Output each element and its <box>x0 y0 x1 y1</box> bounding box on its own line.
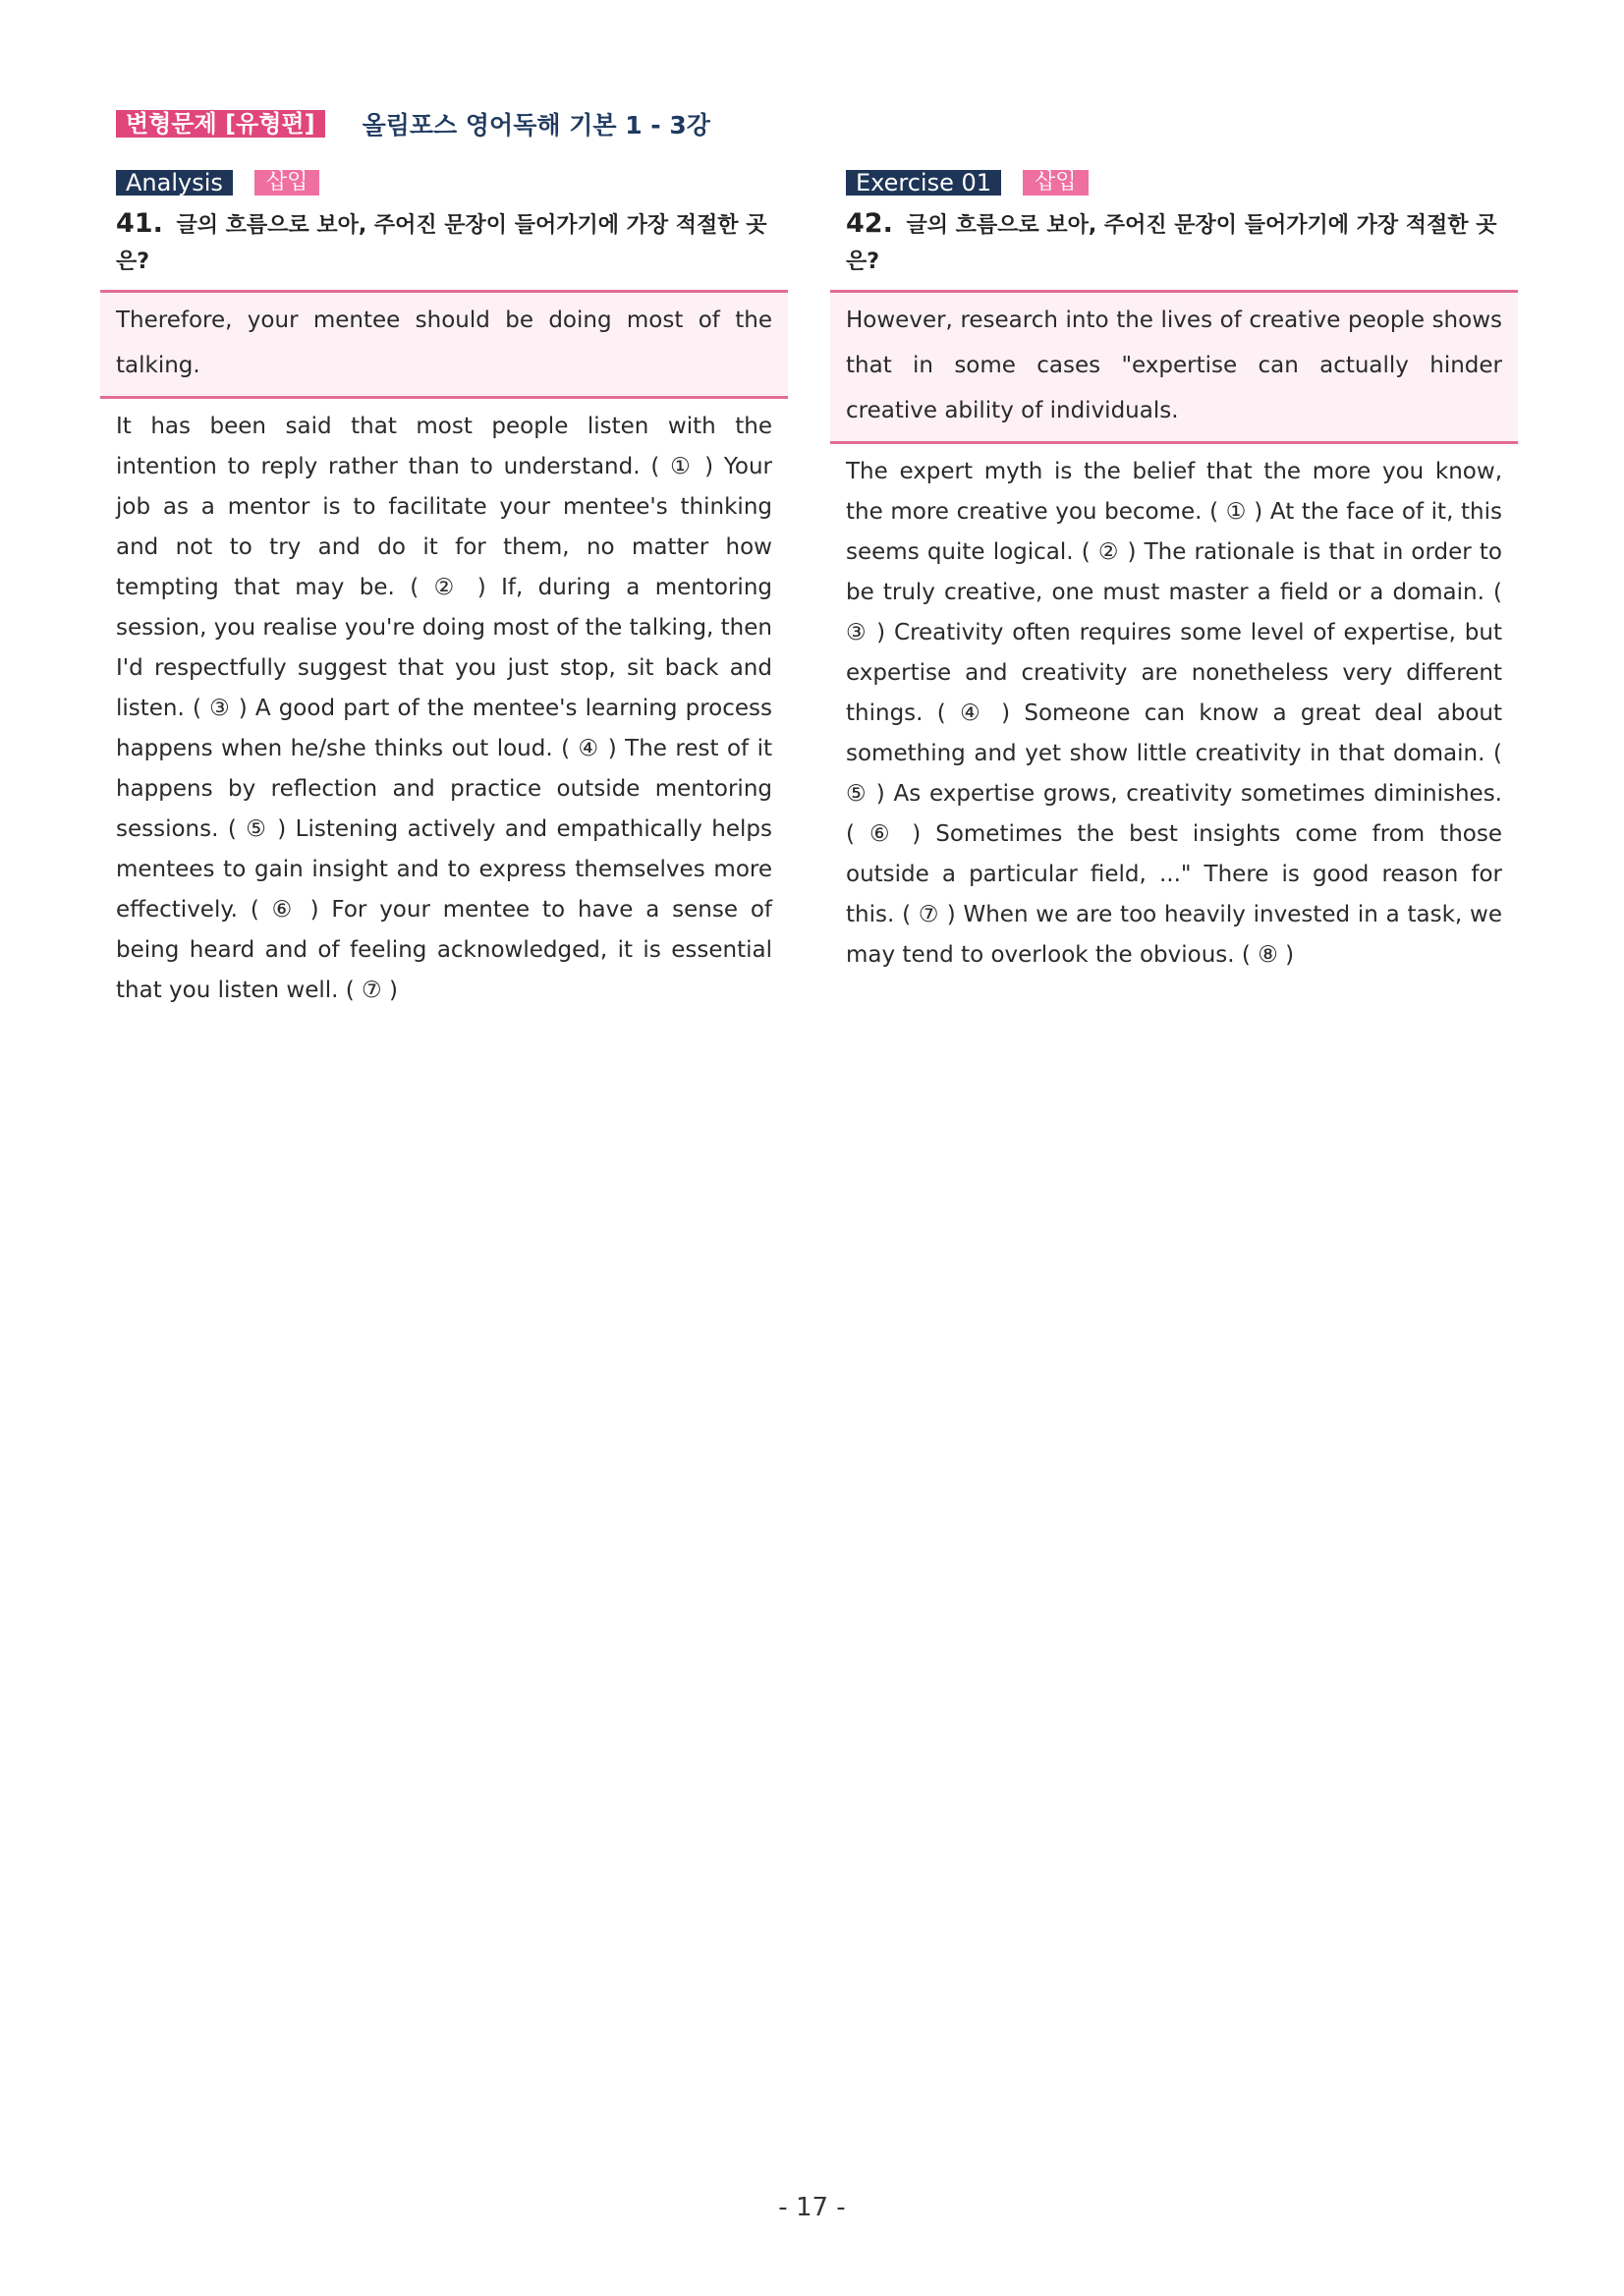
given-sentence-box: Therefore, your mentee should be doing most of the talking. <box>100 290 788 399</box>
passage-text: It has been said that most people listen with the intention to reply rather than to understand. ( ① ) Your job as a mentor is to facilitate your mentee's thinking and not to try and do it for them, no matter how tempting that may be. ( ② ) If, during a mentoring session, you realise you're doing most of the talking, then I'd respectfully suggest that you just stop, sit back and listen. ( ③ ) A good part of the mentee's learning process happens when he/she thinks out loud. ( ④ ) The rest of it happens by reflection and practice outside mentoring sessions. ( ⑤ ) Listening actively and empathically helps mentees to gain insight and to express themselves more effectively. ( ⑥ ) For your mentee to have a sense of being heard and of feeling acknowledged, it is essential that you listen well. ( ⑦ ) <box>116 414 772 1003</box>
question-number: 42. <box>846 208 893 239</box>
analysis-label: Analysis <box>116 170 233 196</box>
exercise-label: Exercise 01 <box>846 170 1001 196</box>
exercise-column <box>830 170 1518 976</box>
book-title: 올림포스 영어독해 기본 1 - 3강 <box>362 111 710 140</box>
given-sentence-box: However, research into the lives of creative people shows that in some cases "expertise can actually hinder creative ability of individuals. <box>830 290 1518 444</box>
question-prompt <box>830 205 1514 280</box>
page-number: - 17 - <box>778 2193 846 2222</box>
question-labels <box>830 170 1518 196</box>
page-header <box>116 106 710 141</box>
question-labels <box>100 170 788 196</box>
passage-text: The expert myth is the belief that the more you know, the more creative you become. ( ① ) At the face of it, this seems quite logical. ( ② ) The rationale is that in order to be truly creative, one must master a field or a domain. ( ③ ) Creativity often requires some level of expertise, but expertise and creativity are nonetheless very different things. ( ④ ) Someone can know a great deal about something and yet show little creativity in that domain. ( ⑤ ) As expertise grows, creativity sometimes diminishes. ( ⑥ ) Sometimes the best insights come from those outside a particular field, ..." There is good reason for this. ( ⑦ ) When we are too heavily invested in a task, we may tend to overlook the obvious. ( ⑧ ) <box>846 459 1502 968</box>
question-prompt <box>100 205 784 280</box>
question-text: 글의 흐름으로 보아, 주어진 문장이 들어가기에 가장 적절한 곳은? <box>116 213 767 274</box>
question-text: 글의 흐름으로 보아, 주어진 문장이 들어가기에 가장 적절한 곳은? <box>846 213 1497 274</box>
analysis-column <box>100 170 788 1011</box>
variant-type-tag: 변형문제 [유형편] <box>116 110 325 138</box>
insertion-tag: 삽입 <box>1023 170 1089 196</box>
insertion-tag: 삽입 <box>254 170 320 196</box>
question-number: 41. <box>116 208 163 239</box>
